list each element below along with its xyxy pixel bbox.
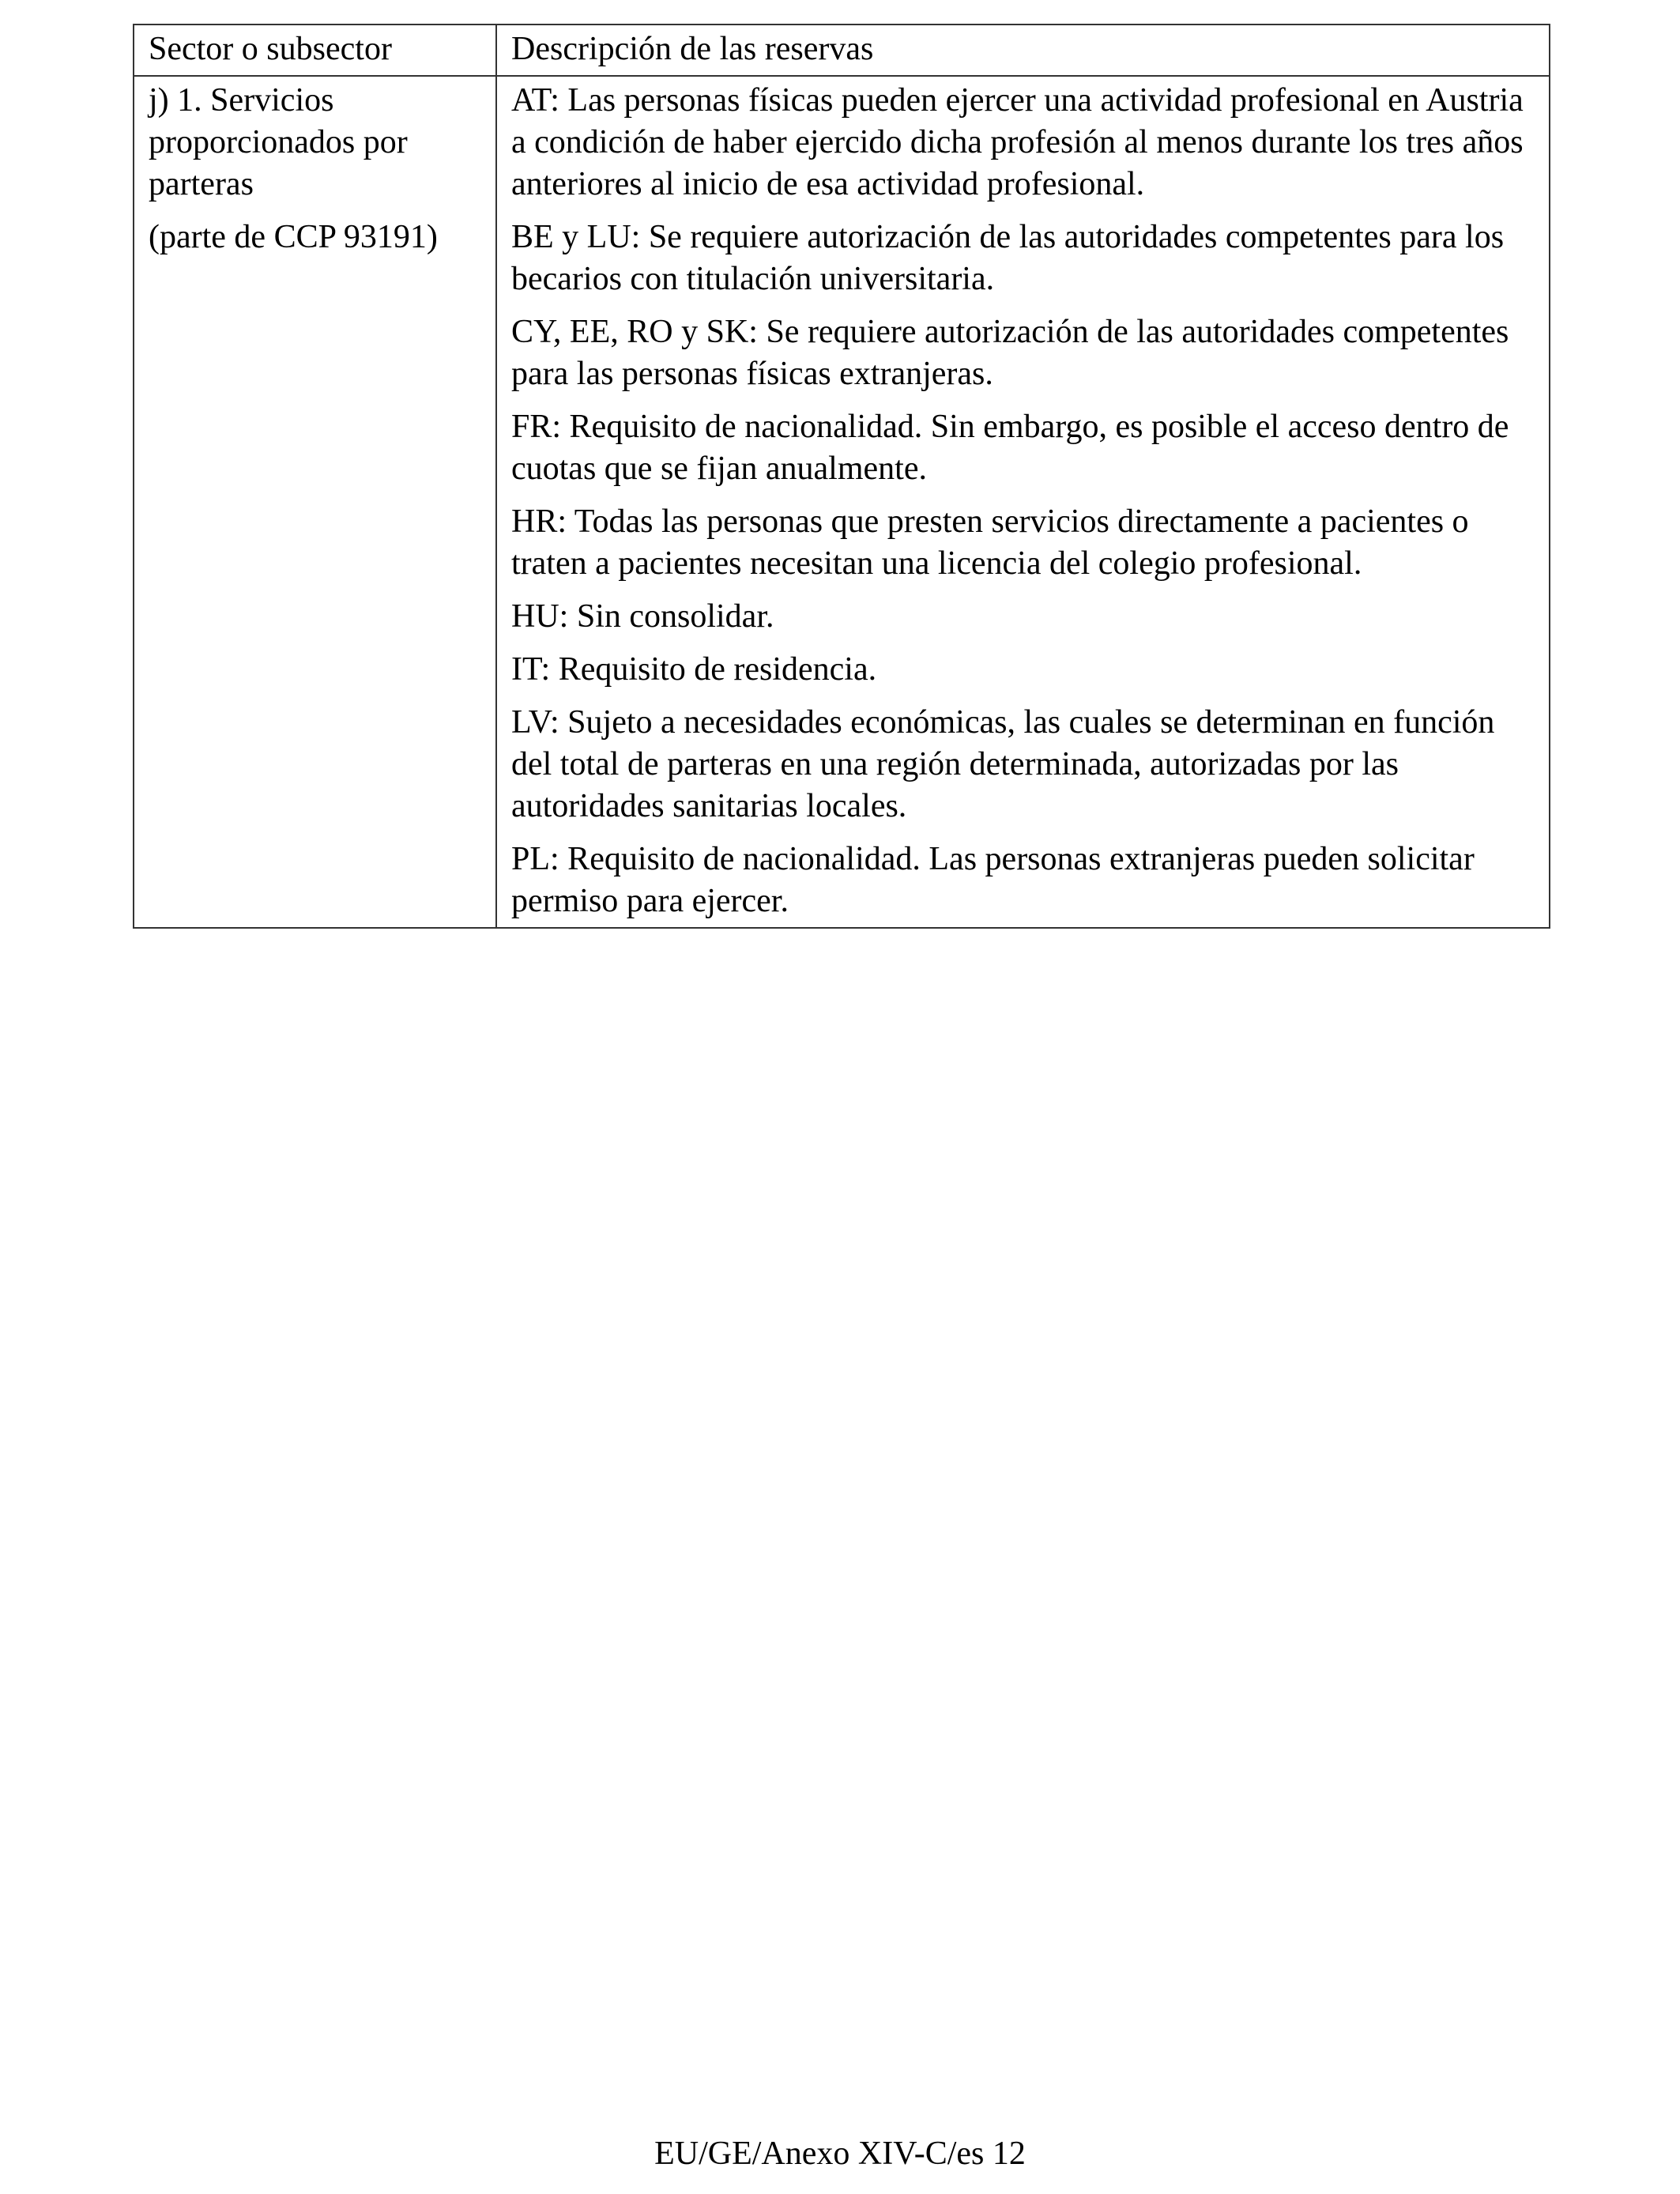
page-footer-reference: EU/GE/Anexo XIV-C/es 12 [654, 2136, 1026, 2172]
reservation-it: IT: Requisito de residencia. [511, 651, 877, 688]
sector-cell [134, 76, 496, 928]
reservation-be-lu: BE y LU: Se requiere autorización de las autoridades competentes para los becarios con titulación universitaria. [511, 219, 1505, 297]
header-description: Descripción de las reservas [496, 25, 1550, 76]
reservation-lv: LV: Sujeto a necesidades económicas, las cuales se determinan en función del total de parteras en una región determinada, autorizadas por las autoridades sanitarias locales. [511, 704, 1495, 824]
reservations-cell [496, 76, 1550, 928]
reservation-hu: HU: Sin consolidar. [511, 598, 774, 635]
header-sector: Sector o subsector [134, 25, 496, 76]
sector-name: j) 1. Servicios proporcionados por parteras [149, 82, 408, 202]
reservation-at: AT: Las personas físicas pueden ejercer una actividad profesional en Austria a condición de haber ejercido dicha profesión al menos durante los tres años anteriores al inicio de esa actividad profesional. [511, 82, 1524, 202]
reservation-cy-ee-ro-sk: CY, EE, RO y SK: Se requiere autorización de las autoridades competentes para las personas físicas extranjeras. [511, 314, 1509, 392]
table-header-row [134, 25, 1550, 76]
table-row [134, 76, 1550, 928]
reservation-pl: PL: Requisito de nacionalidad. Las personas extranjeras pueden solicitar permiso para ejercer. [511, 841, 1475, 919]
reservations-table [133, 24, 1550, 929]
reservation-fr: FR: Requisito de nacionalidad. Sin embargo, es posible el acceso dentro de cuotas que se fijan anualmente. [511, 409, 1509, 487]
reservation-hr: HR: Todas las personas que presten servicios directamente a pacientes o traten a pacientes necesitan una licencia del colegio profesional. [511, 503, 1469, 582]
sector-ccp-code: (parte de CCP 93191) [149, 219, 438, 255]
